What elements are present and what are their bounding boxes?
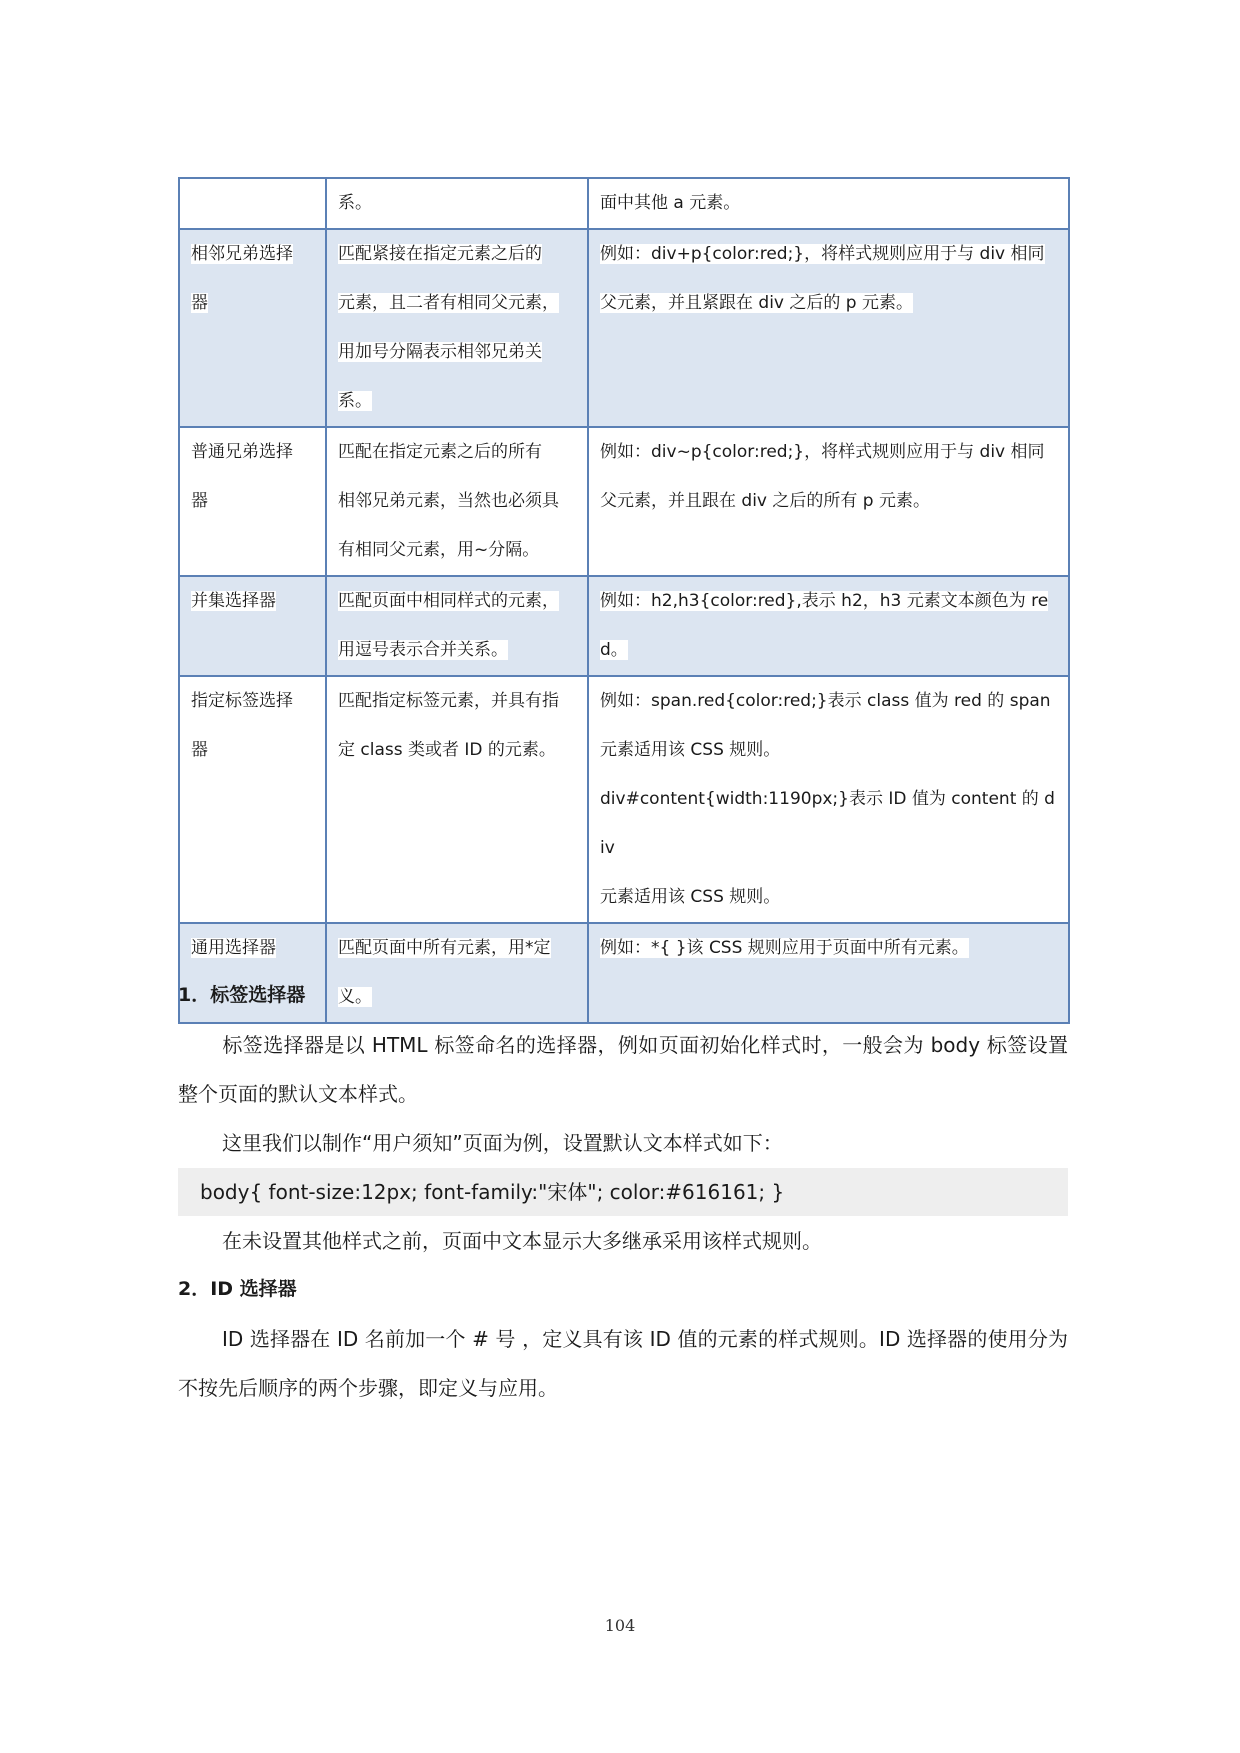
- selector-example-cell: [588, 427, 1069, 576]
- cell-text-line: 匹配指定标签元素，并具有指: [338, 691, 559, 711]
- cell-text-line: 用加号分隔表示相邻兄弟关: [338, 342, 542, 362]
- selector-description-cell: [326, 427, 588, 576]
- cell-text-line: 匹配页面中所有元素，用*定: [338, 938, 551, 958]
- cell-text-line: 器: [191, 491, 208, 511]
- selector-description-cell: [326, 229, 588, 427]
- cell-text-line: 有相同父元素，用~分隔。: [338, 540, 540, 560]
- cell-text-line: 系。: [338, 193, 372, 213]
- selector-table-body: [179, 178, 1069, 1023]
- cell-text-line: 元素，且二者有相同父元素，: [338, 293, 559, 313]
- table-row: [179, 676, 1069, 923]
- paragraph-example-intro: [178, 1119, 1068, 1168]
- cell-text-line: 器: [191, 293, 208, 313]
- cell-text-line: 并集选择器: [191, 591, 276, 611]
- cell-text-line: 普通兄弟选择: [191, 442, 293, 462]
- cell-text-line: 匹配在指定元素之后的所有: [338, 442, 542, 462]
- paragraph-id-selector-intro: [178, 1315, 1068, 1413]
- code-block: body{ font-size:12px; font-family:"宋体"; color:#616161; }: [178, 1168, 1068, 1216]
- cell-text-line: div#content{width:1190px;}表示 ID 值为 content 的 div: [600, 789, 1055, 858]
- cell-text-line: 面中其他 a 元素。: [600, 193, 741, 213]
- selector-table: [178, 177, 1070, 1024]
- paragraph-text: 这里我们以制作“用户须知”页面为例，设置默认文本样式如下：: [222, 1131, 783, 1155]
- selector-example-cell: [588, 923, 1069, 1023]
- cell-text-line: 例如：div~p{color:red;}，将样式规则应用于与 div 相同: [600, 442, 1045, 462]
- cell-text-line: 器: [191, 740, 208, 760]
- cell-text-line: 父元素，并且跟在 div 之后的所有 p 元素。: [600, 491, 930, 511]
- cell-text-line: 父元素，并且紧跟在 div 之后的 p 元素。: [600, 293, 913, 313]
- selector-name-cell: [179, 576, 326, 676]
- paragraph-text: 标签选择器是以 HTML 标签命名的选择器，例如页面初始化样式时，一般会为 body 标签设置整个页面的默认文本样式。: [178, 1033, 1068, 1106]
- selector-example-cell: [588, 676, 1069, 923]
- selector-name-cell: [179, 178, 326, 229]
- selector-description-cell: [326, 576, 588, 676]
- page-number: 104: [604, 1616, 636, 1635]
- selector-description-cell: [326, 923, 588, 1023]
- selector-example-cell: [588, 178, 1069, 229]
- cell-text-line: 匹配紧接在指定元素之后的: [338, 244, 542, 264]
- cell-text-line: 例如：span.red{color:red;}表示 class 值为 red 的 span: [600, 691, 1051, 711]
- cell-text-line: 元素适用该 CSS 规则。: [600, 740, 781, 760]
- cell-text-line: 义。: [338, 987, 372, 1007]
- selector-example-cell: [588, 229, 1069, 427]
- cell-text-line: 相邻兄弟选择: [191, 244, 293, 264]
- selector-name-cell: [179, 229, 326, 427]
- cell-text-line: 例如：h2,h3{color:red},表示 h2，h3 元素文本颜色为 red。: [600, 591, 1049, 660]
- table-row: [179, 427, 1069, 576]
- selector-description-cell: [326, 676, 588, 923]
- paragraph-tag-selector-intro: [178, 1021, 1068, 1119]
- cell-text-line: 通用选择器: [191, 938, 276, 958]
- table-row: [179, 923, 1069, 1023]
- selector-name-cell: [179, 676, 326, 923]
- section-heading-tag-selector: 1．标签选择器: [178, 984, 306, 1006]
- selector-example-cell: [588, 576, 1069, 676]
- table-row: [179, 178, 1069, 229]
- paragraph-text: 在未设置其他样式之前，页面中文本显示大多继承采用该样式规则。: [222, 1229, 822, 1253]
- selector-name-cell: [179, 427, 326, 576]
- paragraph-text: ID 选择器在 ID 名前加一个 # 号 ，定义具有该 ID 值的元素的样式规则。ID 选择器的使用分为不按先后顺序的两个步骤，即定义与应用。: [178, 1327, 1068, 1400]
- cell-text-line: 指定标签选择: [191, 691, 293, 711]
- cell-text-line: 系。: [338, 391, 372, 411]
- cell-text-line: 元素适用该 CSS 规则。: [600, 887, 781, 907]
- cell-text-line: 定 class 类或者 ID 的元素。: [338, 740, 556, 760]
- cell-text-line: 匹配页面中相同样式的元素，: [338, 591, 559, 611]
- selector-description-cell: [326, 178, 588, 229]
- section-heading-id-selector: 2．ID 选择器: [178, 1278, 297, 1300]
- cell-text-line: 例如：*{ }该 CSS 规则应用于页面中所有元素。: [600, 938, 969, 958]
- table-row: [179, 576, 1069, 676]
- table-row: [179, 229, 1069, 427]
- cell-text-line: 例如：div+p{color:red;}，将样式规则应用于与 div 相同: [600, 244, 1045, 264]
- paragraph-inheritance-note: [178, 1217, 1068, 1266]
- cell-text-line: 相邻兄弟元素，当然也必须具: [338, 491, 559, 511]
- cell-text-line: 用逗号表示合并关系。: [338, 640, 508, 660]
